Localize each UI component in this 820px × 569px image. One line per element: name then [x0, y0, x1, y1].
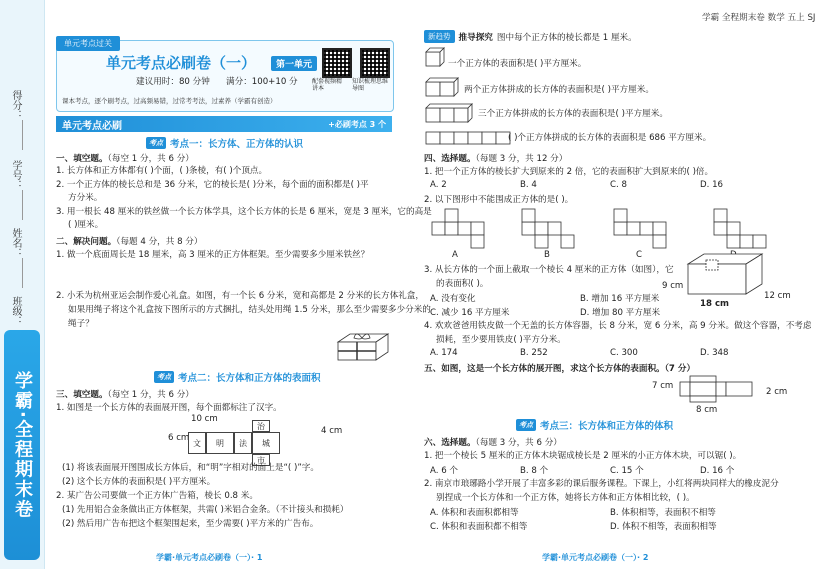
option: C. 体积和表面积都不相等	[430, 522, 528, 532]
cuboid-net-figure	[676, 374, 766, 406]
page-title: 单元考点必刷卷（一）	[106, 54, 257, 72]
time-text: 建议用时：80 分钟	[136, 77, 210, 87]
trend-question: 图中每个正方体的棱长都是 1 厘米。	[496, 32, 637, 43]
choice-4-cont: 损耗，至少要用铁皮( )平方分米。	[436, 335, 566, 345]
right-page	[412, 0, 816, 569]
question-2-2-cont: 如果用绳子将这个礼盒按下图所示的方式捆扎，结头处用绳 1.5 分米，那么至少需要多少分米的	[68, 305, 431, 315]
brand-banner	[4, 330, 40, 560]
net2-side-label: 2 cm	[766, 387, 788, 397]
option: D. 16	[700, 180, 724, 190]
question-3-1b: (2) 这个长方体的表面积是( )平方厘米。	[62, 477, 216, 487]
option: A. 体积和表面积都相等	[430, 508, 519, 518]
kp-title: 考点一：长方体、正方体的认识	[170, 139, 304, 150]
choice-3-options-row1	[430, 292, 690, 304]
net2-height-label: 7 cm	[652, 381, 674, 391]
student-id-label: 学号：	[10, 160, 21, 190]
question-3-1: 1. 如图是一个长方体的表面展开图，每个面都标注了汉字。	[56, 403, 282, 413]
qr-code-icon	[360, 48, 390, 78]
section-4-title: 四、选择题。（每题 3 分，共 12 分）	[424, 154, 568, 164]
qr2-label: 知识梳理思维导图	[352, 78, 389, 92]
question-2-2: 2. 小禾为杭州亚运会制作爱心礼盒。如图，有一个长 6 分米，宽和高都是 2 分米的长方体礼盒，	[56, 291, 424, 301]
score-text: 满分：100+10 分	[226, 77, 298, 87]
volume-choice-2-cont: 别捏成一个长方体和一个正方体，她将长方体和正方体相比较，( )。	[436, 493, 695, 503]
knowledge-point-2	[154, 370, 321, 384]
name-line	[22, 258, 23, 288]
net-face: 治	[252, 420, 270, 432]
question-2-2-cont2: 绳子？	[68, 319, 94, 329]
option: B. 增加 16 平方厘米	[580, 294, 660, 304]
option: B. 体积相等，表面积不相等	[610, 508, 716, 518]
choice-2: 2. 以下图形中不能围成正方体的是( )。	[424, 195, 574, 205]
question-1-1: 1. 长方体和正方体都有( )个面，( )条棱，有( )个顶点。	[56, 166, 268, 176]
net-face: 城	[252, 432, 280, 454]
cuboid-depth-label: 12 cm	[764, 291, 791, 301]
brand-text: 学霸·全程期末卷	[12, 370, 33, 520]
knowledge-point-3	[516, 418, 673, 432]
net-face: 市	[252, 454, 270, 466]
trend-item-1: 一个正方体的表面积是( )平方厘米。	[448, 59, 587, 69]
option: A. 174	[430, 348, 458, 358]
kp-badge: 考点	[154, 371, 174, 383]
section-bar-title: 单元考点必刷	[62, 120, 122, 132]
trend-item-4: ( )个正方体拼成的长方体的表面积是 686 平方厘米。	[508, 133, 712, 143]
volume-choice-1: 1. 把一个棱长 5 厘米的正方体木块锯成棱长是 2 厘米的小正方体木块，可以锯( )。	[424, 451, 742, 461]
option: D. 体积不相等，表面积相等	[610, 522, 717, 532]
question-2-1: 1. 做一个底面周长是 18 厘米，高 3 厘米的正方体框架。至少需要多少厘米铁丝？	[56, 250, 370, 260]
choice-1-options	[430, 180, 790, 190]
score-line	[22, 120, 23, 150]
trend-badge: 新趋势	[424, 30, 455, 43]
net2-width-label: 8 cm	[696, 405, 718, 415]
qr-code-icon	[322, 48, 352, 78]
section-bar-count: +必刷考点 3 个	[328, 119, 386, 129]
cuboid-height-label: 9 cm	[662, 281, 684, 291]
header-note: 课本考点，逐个刷考点，过高频易错，过常考考法，过素养（学霸有创造）	[62, 97, 277, 105]
option: C. 15 个	[610, 466, 644, 476]
choice-1: 1. 把一个正方体的棱长扩大到原来的 2 倍，它的表面积扩大到原来的( )倍。	[424, 167, 714, 177]
option: C. 8	[610, 180, 627, 190]
volume-choice-2: 2. 南京市琅琊路小学开展了丰富多彩的课后服务课程。下课上，小红将两块同样大的橡皮泥分	[424, 479, 779, 489]
option: D. 16 个	[700, 466, 735, 476]
gift-box-icon	[332, 328, 392, 364]
section-2-title: 二、解决问题。（每题 4 分，共 8 分）	[56, 237, 203, 247]
option: C. 300	[610, 348, 638, 358]
page-footer: 学霸·单元考点必刷卷（一）· 1	[156, 553, 263, 562]
volume-choice-2-options-row2	[430, 520, 760, 532]
question-3-2: 2. 某广告公司要做一个正方体广告箱，棱长 0.8 米。	[56, 491, 258, 501]
question-3-2b: (2) 然后用广告布把这个框架围起来，至少需要( )平方米的广告布。	[62, 519, 319, 529]
trend-item-3: 三个正方体拼成的长方体的表面积是( )平方厘米。	[478, 109, 668, 119]
section-1-title: 一、填空题。（每空 1 分，共 6 分）	[56, 154, 194, 164]
left-page	[46, 0, 432, 569]
option: B. 4	[520, 180, 537, 190]
section-6-title: 六、选择题。（每题 3 分，共 6 分）	[424, 438, 562, 448]
choice-3-cont: 的表面积( )。	[436, 279, 489, 289]
option: D. 348	[700, 348, 729, 358]
question-1-3-cont: ( )厘米。	[68, 220, 104, 230]
binding-strip	[0, 0, 45, 569]
knowledge-point-1	[146, 136, 303, 150]
net-height-label: 6 cm	[168, 433, 190, 443]
option: B. 8 个	[520, 466, 549, 476]
question-3-2a: (1) 先用铝合金条做出正方体框架，共需( )米铝合金条。（不计接头和损耗）	[62, 505, 349, 515]
option: C	[636, 250, 643, 260]
net-face: 明	[206, 432, 234, 454]
question-1-2-cont: 方分米。	[68, 193, 103, 203]
trend-item-2: 两个正方体拼成的长方体的表面积是( )平方厘米。	[464, 85, 654, 95]
volume-choice-1-options	[430, 464, 790, 476]
kp-badge: 考点	[146, 137, 166, 149]
net-width-label: 10 cm	[191, 414, 218, 424]
option: D. 增加 80 平方厘米	[580, 308, 661, 318]
name-label: 姓名：	[10, 228, 21, 258]
kp-badge: 考点	[516, 419, 536, 431]
running-header: 学霸 全程期末卷 数学 五上 SJ	[702, 13, 816, 23]
question-3-1a: (1) 将该表面展开图围成长方体后，和“明”字相对的面上是“( )”字。	[62, 463, 319, 473]
question-1-2: 2. 一个正方体的棱长总和是 36 分米，它的棱长是( )分米，每个面的面积都是( )平	[56, 180, 369, 190]
class-label: 班级：	[10, 296, 21, 326]
choice-4-options	[430, 348, 790, 358]
section-bar	[56, 116, 392, 132]
cuboid-length-label: 18 cm	[700, 299, 729, 309]
choice-3-options-row2	[430, 306, 690, 318]
section-5-title: 五、如图，这是一个长方体的展开图，求这个长方体的表面积。（7 分）	[424, 364, 696, 374]
option: A. 2	[430, 180, 447, 190]
option: A. 没有变化	[430, 294, 476, 304]
net-face: 法	[234, 432, 252, 454]
option: A	[452, 250, 458, 260]
kp-title: 考点二：长方体和正方体的表面积	[178, 373, 321, 384]
id-line	[22, 190, 23, 220]
net-depth-label: 4 cm	[321, 426, 343, 436]
choice-3: 3. 从长方体的一个面上截取一个棱长 4 厘米的正方体（如图），它	[424, 265, 674, 275]
volume-choice-2-options-row1	[430, 506, 760, 518]
section-3-title: 三、填空题。（每空 1 分，共 6 分）	[56, 390, 194, 400]
unit-badge: 第一单元	[271, 56, 317, 71]
unit-tag: 单元考点过关	[56, 36, 120, 51]
kp-title: 考点三：长方体和正方体的体积	[540, 421, 674, 432]
option: B. 252	[520, 348, 548, 358]
choice-4: 4. 欢欢爸爸用铁皮做一个无盖的长方体容器，长 8 分米，宽 6 分米，高 9 分米。做这个容器，不考虑	[424, 321, 812, 331]
score-label: 得分：	[10, 90, 21, 120]
net-face: 文	[188, 432, 206, 454]
page-footer: 学霸·单元考点必刷卷（一）· 2	[542, 553, 649, 562]
qr1-label: 配套视频精讲本	[312, 78, 343, 92]
option: B	[544, 250, 550, 260]
trend-title: 推导探究	[458, 32, 493, 43]
trend-heading	[424, 30, 637, 43]
option: C. 减少 16 平方厘米	[430, 308, 510, 318]
question-1-3: 3. 用一根长 48 厘米的铁丝做一个长方体学具，这个长方体的长是 6 厘米，宽是 3 厘米，它的高是	[56, 207, 432, 217]
option: A. 6 个	[430, 466, 458, 476]
